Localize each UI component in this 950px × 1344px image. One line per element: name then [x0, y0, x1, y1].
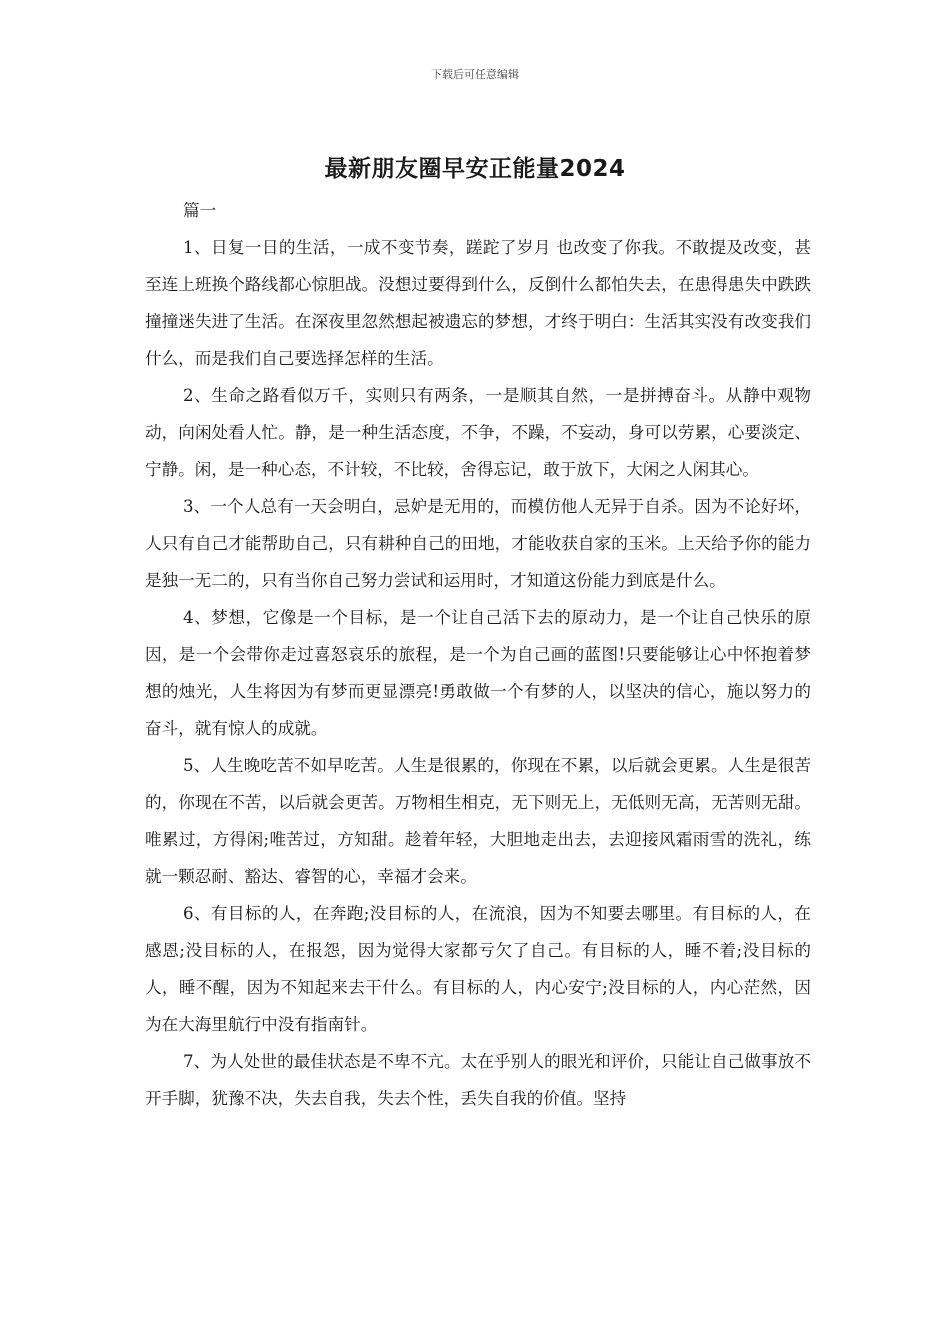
paragraph-2: 2、生命之路看似万千，实则只有两条，一是顺其自然，一是拼搏奋斗。从静中观物动，向闲处看人忙。静，是一种生活态度，不争，不躁，不妄动，身可以劳累，心要淡定、宁静。闲，是一种心态，不计较，不比较，舍得忘记，敢于放下，大闲之人闲其心。 [145, 386, 811, 479]
paragraph-5: 5、人生晚吃苦不如早吃苦。人生是很累的，你现在不累，以后就会更累。人生是很苦的，你现在不苦，以后就会更苦。万物相生相克，无下则无上，无低则无高，无苦则无甜。唯累过，方得闲;唯苦过，方知甜。趁着年轻，大胆地走出去，去迎接风霜雨雪的洗礼，练就一颗忍耐、豁达、睿智的心，幸福才会来。 [145, 756, 811, 886]
paragraph-3: 3、一个人总有一天会明白，忌妒是无用的，而模仿他人无异于自杀。因为不论好坏，人只有自己才能帮助自己，只有耕种自己的田地，才能收获自家的玉米。上天给予你的能力是独一无二的，只有当你自己努力尝试和运用时，才知道这份能力到底是什么。 [145, 497, 811, 590]
section-label: 篇一 [183, 201, 217, 220]
header-note: 下载后可任意编辑 [431, 68, 519, 81]
document-title: 最新朋友圈早安正能量2024 [324, 156, 626, 182]
paragraph-1: 1、日复一日的生活，一成不变节奏，蹉跎了岁月 也改变了你我。不敢提及改变，甚至连上班换个路线都心惊胆战。没想过要得到什么，反倒什么都怕失去，在患得患失中跌跌撞撞迷失进了生活。在深夜里忽然想起被遗忘的梦想，才终于明白：生活其实没有改变我们什么，而是我们自己要选择怎样的生活。 [145, 238, 811, 368]
paragraph-4: 4、梦想，它像是一个目标，是一个让自己活下去的原动力，是一个让自己快乐的原因，是一个会带你走过喜怒哀乐的旅程，是一个为自己画的蓝图!只要能够让心中怀抱着梦想的烛光，人生将因为有梦而更显漂亮!勇敢做一个有梦的人，以坚决的信心，施以努力的奋斗，就有惊人的成就。 [145, 608, 811, 738]
document-body [145, 192, 811, 1117]
paragraph-6: 6、有目标的人，在奔跑;没目标的人，在流浪，因为不知要去哪里。有目标的人，在感恩;没目标的人，在报怨，因为觉得大家都亏欠了自己。有目标的人，睡不着;没目标的人，睡不醒，因为不知起来去干什么。有目标的人，内心安宁;没目标的人，内心茫然，因为在大海里航行中没有指南针。 [145, 904, 811, 1034]
paragraph-7: 7、为人处世的最佳状态是不卑不亢。太在乎别人的眼光和评价，只能让自己做事放不开手脚，犹豫不决，失去自我，失去个性，丢失自我的价值。坚持 [145, 1052, 811, 1108]
